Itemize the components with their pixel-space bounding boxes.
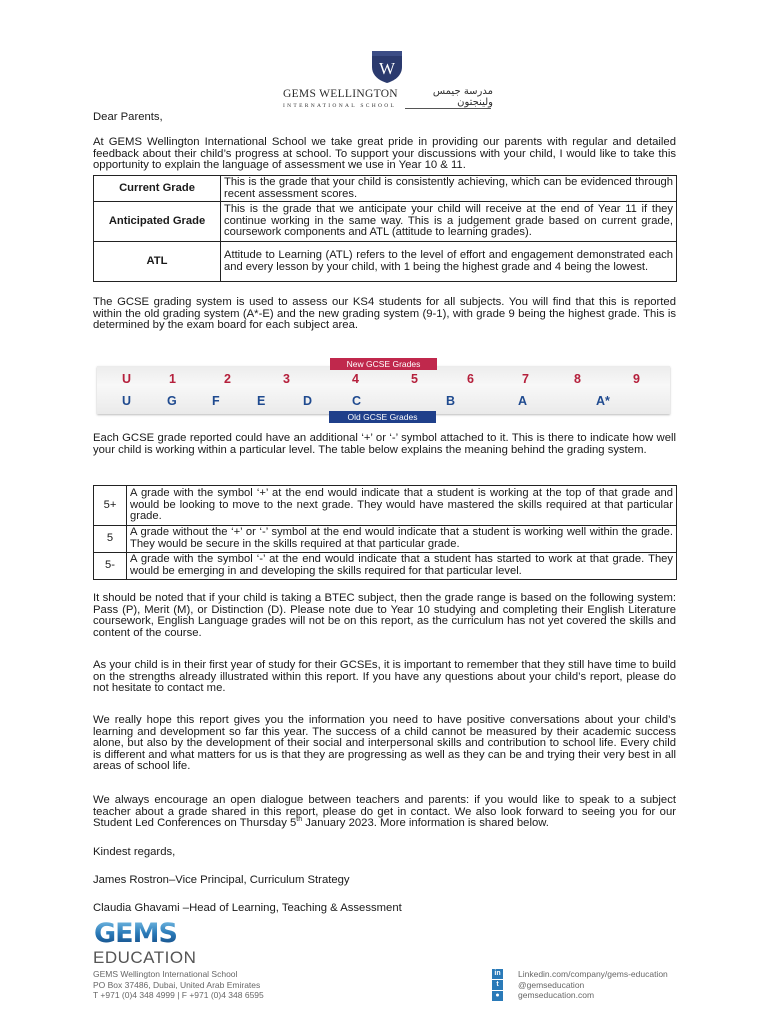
hope-paragraph: We really hope this report gives you the information you need to have positive conversations about your child’s learning and development so far this year. The success of a child cannot be measured by their academic success alone, but also by the development of their social and interpersonal skills and contribution to school life. Every child is different and what matters for us is that they are progressing as well as they can be and trying their very best in all areas of school life. bbox=[93, 714, 676, 773]
footer-phone: T +971 (0)4 348 4999 | F +971 (0)4 348 6595 bbox=[93, 990, 264, 1000]
old-grade: U bbox=[122, 394, 132, 408]
dialogue-text-a: We always encourage an open dialogue between teachers and parents: if you would like to speak to a subject teacher about a grade shared in this report, please do get in contact. We also look forward to seeing you for our Student Led Conferences on Thursday 5 bbox=[93, 794, 676, 830]
old-grade: G bbox=[167, 394, 177, 408]
dialogue-superscript: th bbox=[296, 816, 303, 824]
new-grade: 2 bbox=[224, 372, 231, 386]
old-grade: F bbox=[212, 394, 220, 408]
dialogue-paragraph bbox=[93, 795, 676, 830]
closing: Kindest regards, bbox=[93, 846, 176, 858]
old-grade: B bbox=[446, 394, 456, 408]
logo-name: GEMS WELLINGTON bbox=[283, 88, 398, 100]
signatory-2: Claudia Ghavami –Head of Learning, Teaching & Assessment bbox=[93, 902, 402, 914]
education-wordmark: EDUCATION bbox=[93, 948, 197, 967]
definition-text: Attitude to Learning (ATL) refers to the level of effort and engagement demonstrated each and every lesson by your child, with 1 being the highest grade and 4 being the lowest. bbox=[221, 242, 677, 282]
intro-paragraph: At GEMS Wellington International School we take great pride in providing our parents with regular and detailed feedback about their child’s progress at school. To support your discussions with your child, I would like to take this opportunity to explain the language of assessment we use in Year 10 & 11. bbox=[93, 136, 676, 172]
school-logo bbox=[283, 50, 493, 114]
modifier-text: A grade without the ‘+’ or ‘-’ symbol at the end would indicate that a student is working well within the grade. They would be secure in the skills required at that particular grade. bbox=[127, 526, 677, 553]
old-grades-label: Old GCSE Grades bbox=[329, 411, 436, 423]
definition-text: This is the grade that we anticipate your child will receive at the end of Year 11 if they continue working in the same way. This is a judgement grade based on current grade, coursework components and ATL (attitude to learning grades). bbox=[221, 202, 677, 242]
definitions-table bbox=[93, 175, 677, 282]
social-icons bbox=[492, 969, 503, 1002]
modifier-row bbox=[94, 553, 677, 580]
definition-text: This is the grade that your child is consistently achieving, which can be evidenced through recent assessment scores. bbox=[221, 176, 677, 202]
modifier-row bbox=[94, 526, 677, 553]
web-icon[interactable]: ● bbox=[492, 991, 503, 1001]
new-grade: 4 bbox=[352, 372, 359, 386]
definition-row bbox=[94, 242, 677, 282]
new-grade: 8 bbox=[574, 372, 581, 386]
modifiers-table bbox=[93, 485, 677, 580]
twitter-icon[interactable]: t bbox=[492, 980, 503, 990]
logo-arabic: مدرسة جيمس ولينجتون bbox=[432, 86, 493, 108]
gems-logo-text: GEMS bbox=[94, 918, 177, 946]
modifier-paragraph: Each GCSE grade reported could have an additional ‘+’ or ‘-’ symbol attached to it. This is there to indicate how well your child is working within a particular level. The table below explains the meaning behind the grading system. bbox=[93, 432, 676, 456]
modifier-text: A grade with the symbol ‘+’ at the end would indicate that a student is working at the top of that grade and would be looking to move to the next grade. They would have mastered the skills required at that particular grade. bbox=[127, 486, 677, 526]
gems-logo-icon bbox=[93, 918, 203, 946]
footer-address bbox=[93, 969, 264, 1001]
signatory-1: James Rostron–Vice Principal, Curriculum Strategy bbox=[93, 874, 350, 886]
old-grade: D bbox=[303, 394, 313, 408]
logo-subtitle: INTERNATIONAL SCHOOL bbox=[283, 103, 397, 109]
new-grade: 3 bbox=[283, 372, 290, 386]
linkedin-link[interactable]: Linkedin.com/company/gems-education bbox=[518, 969, 668, 979]
gcse-paragraph: The GCSE grading system is used to assess our KS4 students for all subjects. You will find that this is reported within the old grading system (A*-E) and the new grading system (9-1), with grade 9 being the highest grade. This is determined by the exam board for each subject area. bbox=[93, 296, 676, 332]
definition-term: Anticipated Grade bbox=[94, 202, 221, 242]
modifier-grade: 5 bbox=[94, 526, 127, 553]
new-grade: 7 bbox=[522, 372, 529, 386]
new-grade: 5 bbox=[411, 372, 418, 386]
definition-term: Current Grade bbox=[94, 176, 221, 202]
new-grade: 6 bbox=[467, 372, 474, 386]
modifier-text: A grade with the symbol ‘-’ at the end would indicate that a student has started to work at that grade. They would be emerging in and developing the skills required for that particular level. bbox=[127, 553, 677, 580]
new-grade: 9 bbox=[633, 372, 640, 386]
new-grade: 1 bbox=[169, 372, 176, 386]
new-grade: U bbox=[122, 372, 132, 386]
twitter-link[interactable]: @gemseducation bbox=[518, 979, 585, 990]
modifier-grade: 5+ bbox=[94, 486, 127, 526]
linkedin-icon[interactable]: in bbox=[492, 969, 503, 979]
grade-bar bbox=[97, 366, 670, 414]
logo-arabic-sub bbox=[405, 101, 491, 109]
definition-row bbox=[94, 176, 677, 202]
footer-po-box: PO Box 37486, Dubai, United Arab Emirates bbox=[93, 979, 261, 990]
old-grade: E bbox=[257, 394, 266, 408]
old-grade: A bbox=[518, 394, 528, 408]
new-grades-label: New GCSE Grades bbox=[330, 358, 437, 370]
dialogue-text-b: January 2023. More information is shared below. bbox=[302, 817, 549, 830]
crest-icon bbox=[369, 50, 405, 84]
definition-row bbox=[94, 202, 677, 242]
btec-paragraph: It should be noted that if your child is taking a BTEC subject, then the grade range is based on the following system: Pass (P), Merit (M), or Distinction (D). Please note due to Year 10 studying and completing their English Literature coursework, English Language grades will not be on this report, as the curriculum has not yet covered the skills and content of the course. bbox=[93, 592, 676, 639]
modifier-row bbox=[94, 486, 677, 526]
website-link[interactable]: gemseducation.com bbox=[518, 990, 595, 1000]
old-grade: A* bbox=[596, 394, 610, 408]
old-grade: C bbox=[352, 394, 362, 408]
footer-links bbox=[518, 969, 668, 1001]
modifier-grade: 5- bbox=[94, 553, 127, 580]
footer-school: GEMS Wellington International School bbox=[93, 969, 238, 979]
definition-term: ATL bbox=[94, 242, 221, 282]
first-year-paragraph: As your child is in their first year of study for their GCSEs, it is important to remember that they still have time to build on the strengths already illustrated within this report. If you have any questions about your child’s report, please do not hesitate to contact me. bbox=[93, 659, 676, 695]
crest-letter: W bbox=[378, 59, 396, 78]
salutation: Dear Parents, bbox=[93, 111, 163, 123]
